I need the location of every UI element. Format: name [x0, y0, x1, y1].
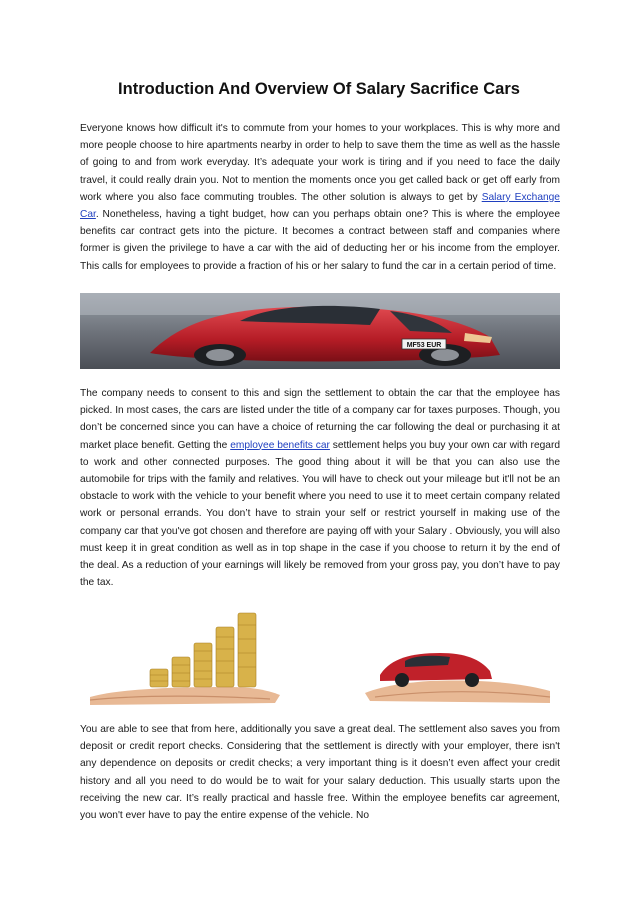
paragraph-intro [80, 120, 560, 275]
red-car-image [80, 293, 560, 369]
paragraph-savings: You are able to see that from here, additionally you save a great deal. The settlement also saves you from deposit or credit report checks. Considering that the settlement is directly with your employer, there isn't any dependence on deposits or credit checks; a very important thing is it doesn’t even affect your credit history and all you need to do would be to wait for your salary deduction. This usually starts upon the receiving the new car. It’s really practical and hassle free. Within the employee benefits car agreement, you won't ever have to pay the entire expense of the vehicle. No [80, 724, 560, 822]
salary-exchange-car-link[interactable]: Salary Exchange Car [80, 191, 560, 221]
paragraph-intro-text-b: . Nonetheless, having a tight budget, how can you perhaps obtain one? This is where the employee benefits car contract gets into the picture. It becomes a contract between staff and companies where former is given the privilege to have a car with the aid of deducting her or his income from the employer. This calls for employees to provide a fraction of his or her salary to fund the car in a certain period of time. [80, 209, 560, 272]
paragraph-company [80, 385, 560, 591]
paragraph-company-text-b: settlement helps you buy your own car with regard to work and other connected purposes. The good thing about it will be that you can also use the automobile for trips with the family and relatives. You will have to check out your mileage but it'll not be an obstacle to work with the vehicle to your benefit where you need to use it to meet certain company related work or personal errands. You don’t have to strain your self or restrict yourself in making use of the company car that you've got chosen and therefore are paying off with your Salary . Obviously, you will also must keep it in great condition as well as in top shape in the case if you choose to return it by the end of the deal. As a reduction of your earnings will likely be removed from your gross pay, you don’t have to pay the tax. [80, 439, 560, 589]
paragraph-intro-text-a: Everyone knows how difficult it's to commute from your homes to your workplaces. This is why more and more people choose to hire apartments nearby in order to help to save them the time as well as the hassle of going to and from work everyday. It’s adequate your work is tiring and if you need to face the daily travel, it could really drain you. Not to mention the moments once you get called back or get off early from work where you also face commuting troubles. The other solution is always to get by [80, 123, 560, 203]
employee-benefits-car-link[interactable]: employee benefits car [230, 439, 330, 451]
coins-and-car-image [80, 605, 560, 705]
paragraph-company-text-a: The company needs to consent to this and sign the settlement to obtain the car that the employee has picked. In most cases, the cars are listed under the title of a company car for taxes purposes. Though, you don’t be concerned since you can have a choice of returning the car following the deal or purchasing it at market place benefit. Getting the [80, 388, 560, 451]
license-plate: MF53 EUR [406, 342, 442, 349]
page-title: Introduction And Overview Of Salary Sacrifice Cars [118, 80, 520, 98]
